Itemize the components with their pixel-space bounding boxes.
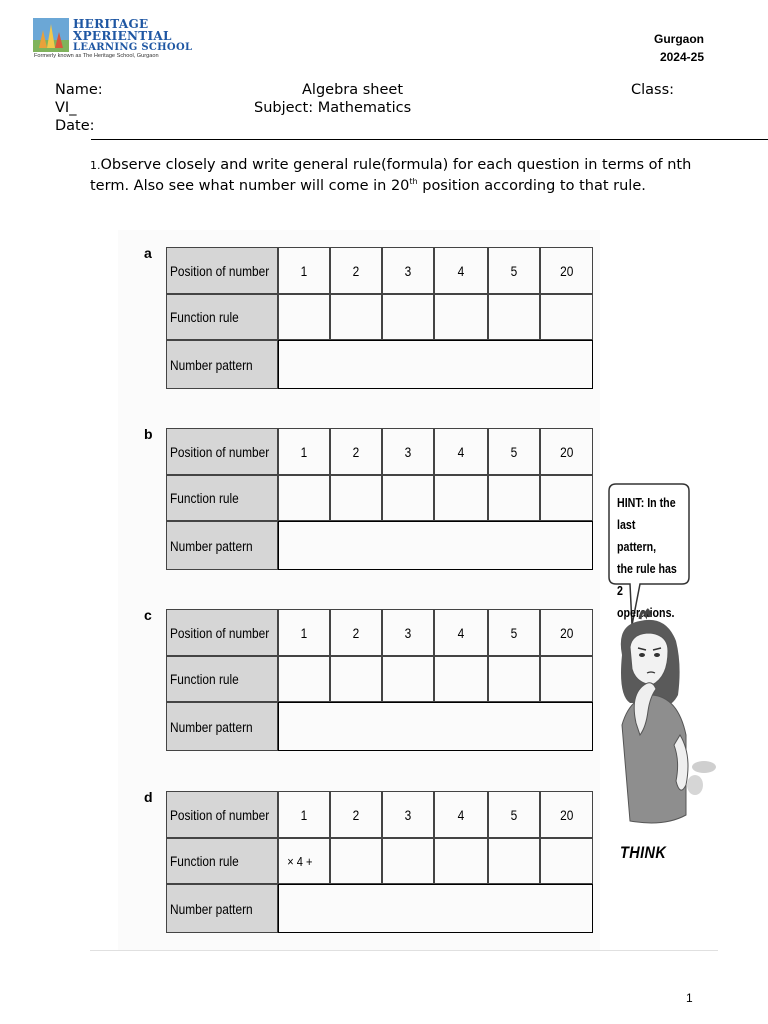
row-header-text: Function rule bbox=[170, 853, 239, 869]
position-cell bbox=[278, 791, 330, 838]
row-header-text: Function rule bbox=[170, 309, 239, 325]
position-cell-text: 3 bbox=[404, 262, 412, 279]
function-rule-cell[interactable] bbox=[488, 475, 540, 521]
function-rule-cell[interactable] bbox=[278, 475, 330, 521]
function-rule-cell[interactable] bbox=[488, 838, 540, 884]
row-header bbox=[166, 521, 278, 570]
position-cell-text: 20 bbox=[559, 262, 574, 279]
table-letter: c bbox=[144, 607, 152, 623]
function-rule-cell[interactable] bbox=[382, 294, 434, 340]
page-number: 1 bbox=[686, 991, 693, 1005]
position-cell-text: 2 bbox=[352, 624, 360, 641]
number-pattern-box[interactable] bbox=[278, 340, 593, 389]
row-header-text: Number pattern bbox=[170, 537, 253, 554]
position-cell-text: 3 bbox=[404, 806, 412, 823]
position-cell-text: 3 bbox=[404, 624, 412, 641]
school-logo bbox=[33, 18, 193, 64]
position-cell bbox=[330, 609, 382, 656]
function-rule-cell[interactable] bbox=[434, 656, 488, 702]
instruction-superscript: th bbox=[409, 177, 418, 186]
row-header bbox=[166, 702, 278, 751]
row-header bbox=[166, 428, 278, 475]
row-header-text: Position of number bbox=[170, 624, 270, 641]
position-cell bbox=[540, 247, 593, 294]
function-rule-cell[interactable] bbox=[278, 294, 330, 340]
position-cell-text: 5 bbox=[510, 624, 518, 641]
hint-bubble bbox=[608, 483, 690, 620]
position-cell-text: 1 bbox=[300, 624, 308, 641]
table-letter: d bbox=[144, 789, 153, 805]
row-header bbox=[166, 656, 278, 702]
pattern-table-1 bbox=[144, 426, 593, 570]
position-cell-text: 4 bbox=[457, 443, 465, 460]
row-header-text: Position of number bbox=[170, 443, 270, 460]
position-cell bbox=[330, 428, 382, 475]
logo-tagline: Formerly known as The Heritage School, Gurgaon bbox=[34, 53, 159, 59]
year-label: 2024-25 bbox=[659, 50, 704, 64]
function-rule-cell[interactable] bbox=[540, 838, 593, 884]
position-cell bbox=[278, 609, 330, 656]
row-header-text: Position of number bbox=[170, 806, 270, 823]
row-header bbox=[166, 838, 278, 884]
subject-label: Subject: Mathematics bbox=[254, 100, 412, 116]
position-cell bbox=[434, 791, 488, 838]
number-pattern-box[interactable] bbox=[278, 521, 593, 570]
hint-text: HINT: In the last pattern, the rule has 2 operations. bbox=[617, 495, 677, 620]
number-pattern-box[interactable] bbox=[278, 702, 593, 751]
position-cell bbox=[434, 609, 488, 656]
position-cell bbox=[382, 428, 434, 475]
function-rule-cell-text: × 4 + bbox=[287, 853, 313, 869]
position-cell bbox=[434, 247, 488, 294]
instruction-part2: position according to that rule. bbox=[417, 178, 646, 194]
position-cell-text: 5 bbox=[510, 443, 518, 460]
position-cell bbox=[382, 609, 434, 656]
logo-text-line1: HERITAGE bbox=[73, 17, 149, 31]
row-header-text: Function rule bbox=[170, 671, 239, 687]
position-cell bbox=[434, 428, 488, 475]
function-rule-cell[interactable] bbox=[330, 475, 382, 521]
row-header bbox=[166, 294, 278, 340]
header-divider bbox=[91, 139, 768, 140]
class-label: Class: bbox=[631, 82, 675, 98]
position-cell-text: 5 bbox=[510, 806, 518, 823]
row-header bbox=[166, 884, 278, 933]
position-cell bbox=[488, 428, 540, 475]
position-cell-text: 5 bbox=[510, 262, 518, 279]
position-cell-text: 2 bbox=[352, 443, 360, 460]
row-header bbox=[166, 791, 278, 838]
row-header-text: Number pattern bbox=[170, 718, 253, 735]
function-rule-cell[interactable] bbox=[278, 656, 330, 702]
thinking-girl-icon bbox=[600, 585, 720, 835]
function-rule-cell[interactable] bbox=[434, 294, 488, 340]
row-header bbox=[166, 475, 278, 521]
table-letter: a bbox=[144, 245, 152, 261]
pattern-table-2 bbox=[144, 607, 593, 751]
function-rule-cell[interactable] bbox=[434, 475, 488, 521]
position-cell-text: 4 bbox=[457, 624, 465, 641]
number-pattern-box[interactable] bbox=[278, 884, 593, 933]
position-cell-text: 2 bbox=[352, 806, 360, 823]
function-rule-cell[interactable] bbox=[488, 294, 540, 340]
function-rule-cell[interactable] bbox=[382, 838, 434, 884]
class-value: VI_ bbox=[55, 100, 77, 116]
position-cell-text: 4 bbox=[457, 806, 465, 823]
position-cell-text: 2 bbox=[352, 262, 360, 279]
instruction-part1: Observe closely and write general rule(formula) for each question in terms of nth term. Also see what number will come in 20 bbox=[90, 157, 692, 194]
row-header-text: Function rule bbox=[170, 490, 239, 506]
position-cell bbox=[330, 791, 382, 838]
think-caption: THINK bbox=[620, 843, 667, 862]
function-rule-cell[interactable] bbox=[278, 838, 330, 884]
row-header-text: Number pattern bbox=[170, 900, 253, 917]
row-header bbox=[166, 247, 278, 294]
row-header-text: Position of number bbox=[170, 262, 270, 279]
logo-text-line2: XPERIENTIAL bbox=[73, 29, 172, 43]
position-cell bbox=[540, 791, 593, 838]
position-cell-text: 20 bbox=[559, 624, 574, 641]
row-header-text: Number pattern bbox=[170, 356, 253, 373]
position-cell-text: 20 bbox=[559, 443, 574, 460]
function-rule-cell[interactable] bbox=[330, 294, 382, 340]
position-cell-text: 3 bbox=[404, 443, 412, 460]
function-rule-cell[interactable] bbox=[488, 656, 540, 702]
function-rule-cell[interactable] bbox=[540, 294, 593, 340]
city-label: Gurgaon bbox=[654, 32, 704, 46]
function-rule-cell[interactable] bbox=[330, 838, 382, 884]
position-cell bbox=[278, 247, 330, 294]
position-cell bbox=[540, 428, 593, 475]
name-label: Name: bbox=[55, 82, 103, 98]
page-footer-divider bbox=[90, 950, 718, 951]
position-cell bbox=[488, 247, 540, 294]
function-rule-cell[interactable] bbox=[540, 656, 593, 702]
function-rule-cell[interactable] bbox=[382, 475, 434, 521]
position-cell-text: 1 bbox=[300, 806, 308, 823]
row-header bbox=[166, 609, 278, 656]
function-rule-cell[interactable] bbox=[540, 475, 593, 521]
function-rule-cell[interactable] bbox=[330, 656, 382, 702]
position-cell bbox=[540, 609, 593, 656]
instruction-text bbox=[90, 155, 700, 197]
position-cell bbox=[488, 609, 540, 656]
position-cell-text: 1 bbox=[300, 262, 308, 279]
table-letter: b bbox=[144, 426, 153, 442]
position-cell-text: 4 bbox=[457, 262, 465, 279]
function-rule-cell[interactable] bbox=[382, 656, 434, 702]
position-cell-text: 20 bbox=[559, 806, 574, 823]
position-cell bbox=[330, 247, 382, 294]
position-cell bbox=[278, 428, 330, 475]
date-label: Date: bbox=[55, 118, 95, 134]
thinking-girl-illustration bbox=[600, 585, 720, 835]
position-cell bbox=[382, 791, 434, 838]
function-rule-cell[interactable] bbox=[434, 838, 488, 884]
row-header bbox=[166, 340, 278, 389]
position-cell bbox=[382, 247, 434, 294]
pattern-table-3 bbox=[144, 789, 593, 933]
logo-text-line3: LEARNING SCHOOL bbox=[73, 42, 193, 53]
pattern-table-0 bbox=[144, 245, 593, 389]
question-number: 1. bbox=[90, 159, 101, 172]
sheet-title: Algebra sheet bbox=[302, 82, 404, 98]
position-cell-text: 1 bbox=[300, 443, 308, 460]
position-cell bbox=[488, 791, 540, 838]
logo-emblem-icon bbox=[33, 18, 69, 52]
